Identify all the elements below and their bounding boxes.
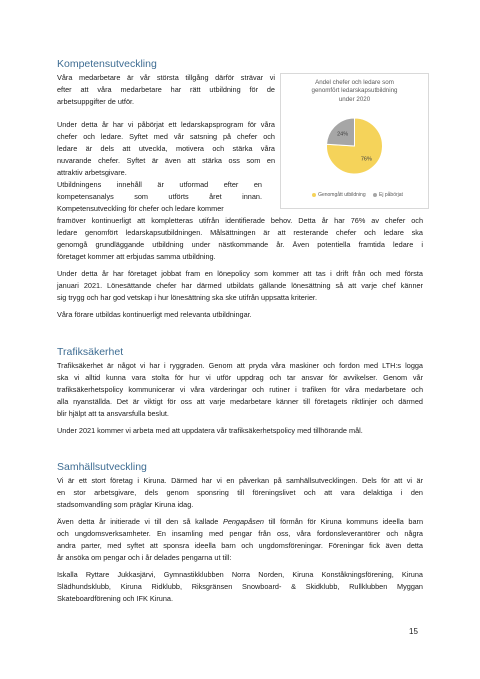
kompetens-p3-l5: ledare genomfört ledarskapsutbildningen. Målsättningen är att resterande chefer och ledare ska bbox=[57, 228, 423, 237]
page-number: 15 bbox=[409, 627, 418, 636]
kompetens-p3-l6: genomgå grundläggande utbildning under nästkommande år. Även potentiella framtida ledare i bbox=[57, 240, 423, 249]
samhall-p1-l3: stadsomvandling som präglar Kiruna idag. bbox=[57, 500, 194, 509]
kompetens-p4-l3: sig trygg och har god vetskap i hur lönesättning ska ske utifrån uppsatta kriterier. bbox=[57, 293, 317, 302]
chart-title-line-3: under 2020 bbox=[338, 95, 371, 103]
samhall-p3-l1: Iskalla Ryttare Jukkasjärvi, Gymnastikklubben Norra Norden, Kiruna Konståkningsförening, Kiruna bbox=[57, 570, 423, 579]
kompetens-p1-l3: arbetsuppgifter de utför. bbox=[57, 97, 135, 106]
chart-title-line-1: Andel chefer och ledare som bbox=[315, 79, 394, 86]
samhall-p3-l3: Skateboardförening och IFK Kiruna. bbox=[57, 594, 174, 603]
trafik-p2: Under 2021 kommer vi arbeta med att uppdatera vår trafiksäkerhetspolicy med tillhörande mål. bbox=[57, 426, 363, 435]
kompetens-p4-l1: Under detta år har företaget jobbat fram en lönepolicy som kommer att tas i drift från och med första bbox=[57, 269, 423, 278]
kompetens-p1-l1: Våra medarbetare är vår största tillgång därför strävar vi bbox=[57, 73, 275, 82]
samhall-p1-l1: Vi är ett stort företag i Kiruna. Därmed har vi en påverkan på samhällsutvecklingen. Dels för att vi är bbox=[57, 476, 423, 485]
heading-kompetensutveckling: Kompetensutveckling bbox=[57, 58, 157, 70]
legend-swatch-genomgatt bbox=[312, 193, 316, 197]
trafik-p1-l2: ska vi alltid kunna vara stolta för hur vi utför uppdrag och tar ansvar för avvikelser. Genom vår bbox=[57, 373, 423, 382]
heading-trafiksakerhet: Trafiksäkerhet bbox=[57, 346, 124, 358]
kompetens-p4-l2: januari 2021. Lönesättande chefer har därmed utbildats gällande lönesättning så att varje chef känner bbox=[57, 281, 423, 290]
samhall-p3-l2: Slädhundsklubb, Kiruna Ridklubb, Riksgränsen Snowboard- & Skidklubb, Rullklubben Myggan bbox=[57, 582, 423, 591]
kompetens-p3-l7: företaget kommer att erbjudas samma utbildning. bbox=[57, 252, 216, 261]
kompetens-p1-l2: efter att våra medarbetare har rätt utbildning för de bbox=[57, 85, 275, 94]
kompetens-p2-l1: Under detta år har vi påbörjat ett ledarskapsprogram för våra bbox=[57, 120, 275, 129]
samhall-p1-l2: en stor arbetsgivare, dels genom sponsring till föreningslivet och att vara delaktiga i den bbox=[57, 488, 423, 497]
trafik-p1-l5: blir hjälpt att ta ansvarsfulla beslut. bbox=[57, 409, 169, 418]
samhall-p2-l3: andra parter, med syftet att sponsra ideella barn och ungdomsföreningar. Föreningar fick även detta bbox=[57, 541, 423, 550]
trafik-p1-l3: trafiksäkerhetspolicy kommunicerar vi våra värderingar och rutiner i trafiken för våra medarbetare och bbox=[57, 385, 423, 394]
samhall-p2-l4: år ansöka om pengar och i år delades pengarna ut till: bbox=[57, 553, 232, 562]
pengapasen-term: Pengapåsen bbox=[222, 517, 264, 526]
samhall-p2-after: till förmån för Kiruna kommuns ideella barn bbox=[263, 517, 424, 526]
legend-label-ej-paborjat: Ej påbörjat bbox=[379, 192, 403, 198]
trafik-p1-l1: Trafiksäkerhet är något vi har i ryggraden. Genom att pryda våra maskiner och fordon med LTH:s logga bbox=[57, 361, 423, 370]
kompetens-p3-l3: Kompetensutveckling för chefer och ledare kommer bbox=[57, 204, 224, 213]
chart-legend bbox=[281, 192, 428, 198]
legend-swatch-ej-paborjat bbox=[373, 193, 377, 197]
samhall-p2-l2: och ungdomsverksamheter. En insamling med pengar från oss, våra fordonsleverantörer och några bbox=[57, 529, 423, 538]
pie-plot bbox=[281, 74, 428, 208]
kompetens-p5: Våra förare utbildas kontinuerligt med relevanta utbildningar. bbox=[57, 310, 252, 319]
kompetens-p3-l1: Utbildningens innehåll är utformad efter en bbox=[57, 180, 262, 189]
samhall-p2-l1 bbox=[57, 516, 423, 528]
pie-data-label-0: 76% bbox=[360, 156, 372, 163]
kompetens-p3-l2: kompetensanalys som utförts året innan. bbox=[57, 192, 262, 201]
kompetens-p2-l2: chefer och ledare. Syftet med vår satsning på chefer och bbox=[57, 132, 275, 141]
kompetens-p2-l5: attraktiv arbetsgivare. bbox=[57, 168, 127, 177]
kompetens-p2-l4: nuvarande chefer. Syftet är även att stärka oss som en bbox=[57, 156, 275, 165]
legend-label-genomgatt: Genomgått utbildning bbox=[318, 192, 366, 198]
kompetens-p3-l4: framöver kontinuerligt att kompletteras utifrån identifierade behov. Detta år har 76% av chefer och bbox=[57, 216, 423, 225]
samhall-p2-before: Även detta år initierade vi till den så kallade bbox=[57, 517, 223, 526]
chart-title-line-2: genomfört ledarskapsutbildning bbox=[311, 87, 398, 95]
pie-chart bbox=[280, 73, 429, 209]
trafik-p1-l4: alla nyanställda. Det är viktigt för oss att varje medarbetare känner till företagets riktlinjer och därmed bbox=[57, 397, 423, 406]
kompetens-p2-l3: ledare är dels att utveckla, motivera och stärka våra bbox=[57, 144, 275, 153]
heading-samhallsutveckling: Samhällsutveckling bbox=[57, 461, 147, 473]
pie-data-label-1: 24% bbox=[337, 131, 349, 138]
